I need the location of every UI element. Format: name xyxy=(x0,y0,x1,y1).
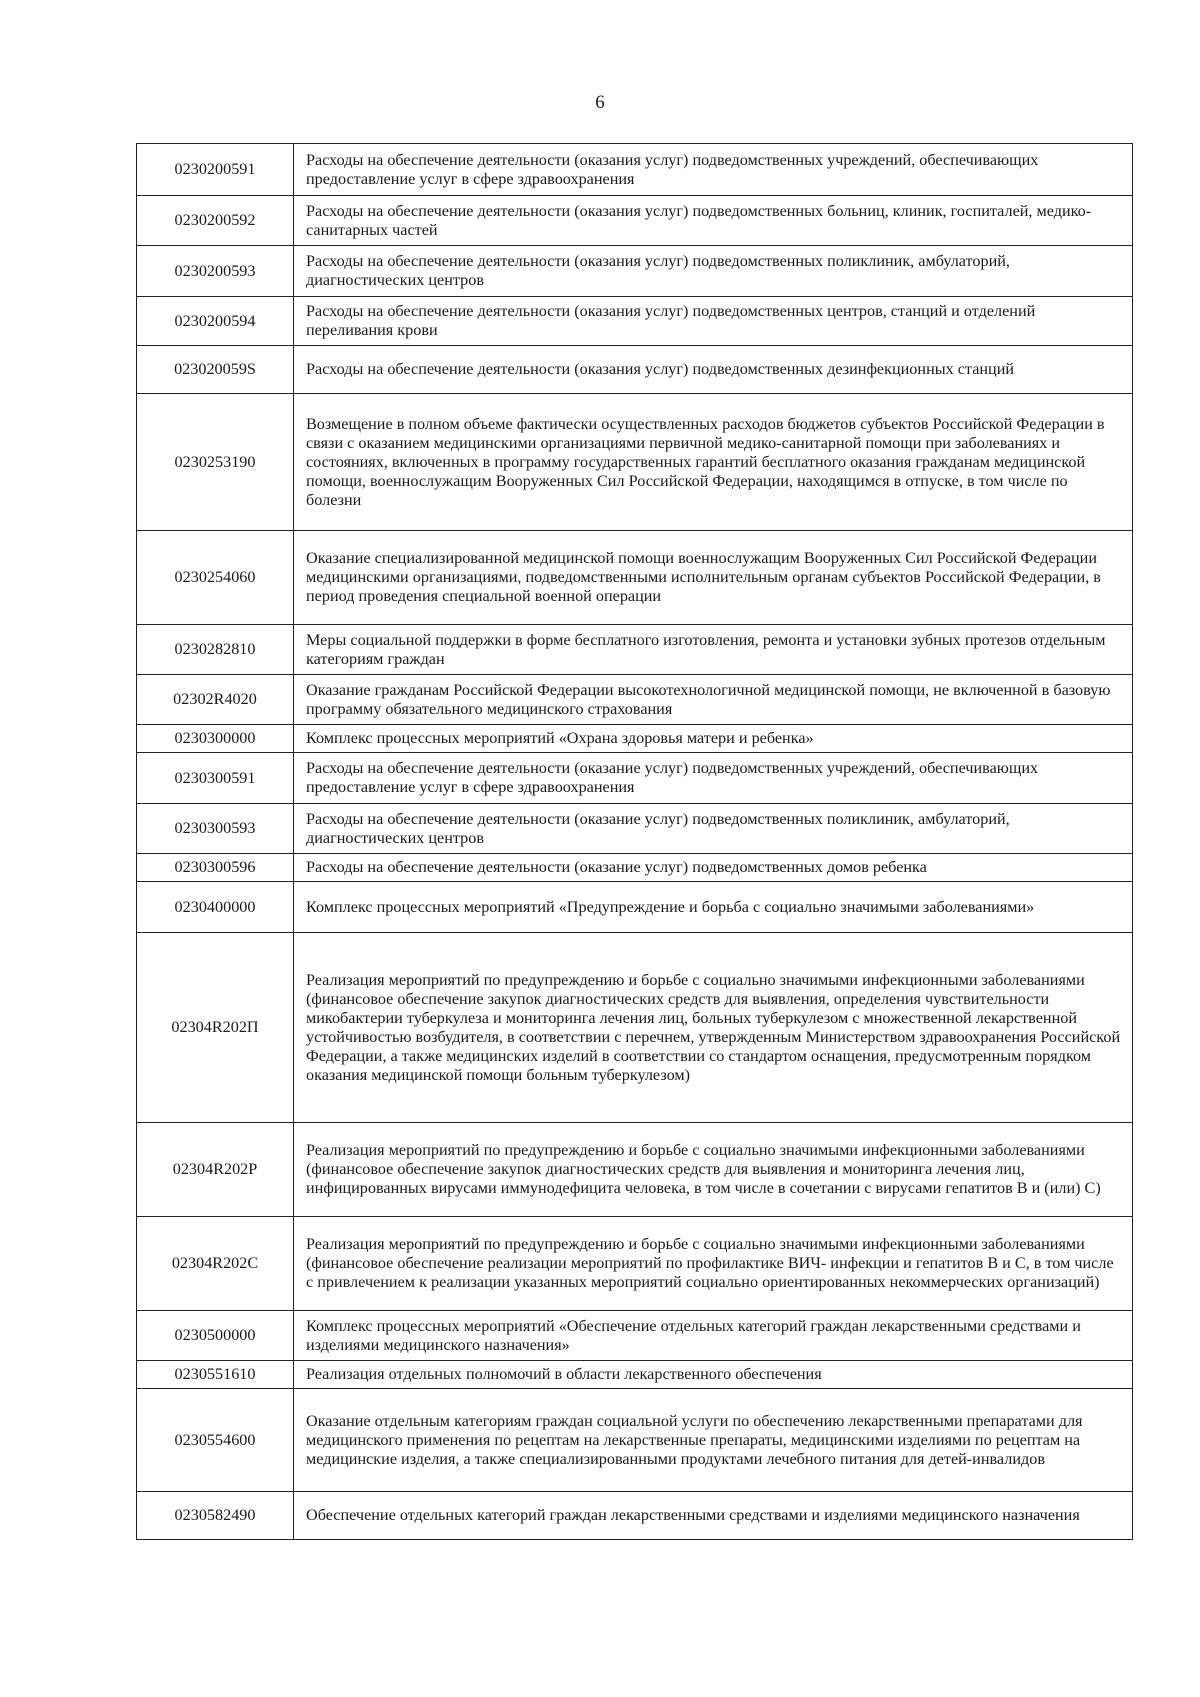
row-description: Комплекс процессных мероприятий «Охрана здоровья матери и ребенка» xyxy=(294,725,1133,753)
row-description: Оказание специализированной медицинской помощи военнослужащим Вооруженных Сил Российской Федерации медицинскими организациями, подведомственными исполнительным органам субъектов Российской Федерации, в период проведения специальной военной операции xyxy=(294,531,1133,625)
row-description: Расходы на обеспечение деятельности (оказания услуг) подведомственных дезинфекционных станций xyxy=(294,346,1133,394)
row-description: Комплекс процессных мероприятий «Обеспечение отдельных категорий граждан лекарственными средствами и изделиями медицинского назначения» xyxy=(294,1311,1133,1361)
table-row xyxy=(137,753,1133,804)
row-code: 0230300596 xyxy=(137,854,294,882)
row-code: 0230300591 xyxy=(137,753,294,804)
row-code: 02304R202Р xyxy=(137,1123,294,1217)
row-code: 02304R202С xyxy=(137,1217,294,1311)
row-code: 0230200592 xyxy=(137,196,294,246)
row-code: 0230300000 xyxy=(137,725,294,753)
table-row xyxy=(137,196,1133,246)
row-description: Расходы на обеспечение деятельности (оказания услуг) подведомственных центров, станций и отделений переливания крови xyxy=(294,297,1133,346)
budget-code-table xyxy=(136,143,1133,1540)
table-row xyxy=(137,1311,1133,1361)
row-code: 0230500000 xyxy=(137,1311,294,1361)
row-description: Оказание отдельным категориям граждан социальной услуги по обеспечению лекарственными препаратами для медицинского применения по рецептам на лекарственные препараты, медицинскими изделиями по рецептам на медицинские изделия, а также специализированными продуктами лечебного питания для детей-инвалидов xyxy=(294,1389,1133,1492)
table-row xyxy=(137,246,1133,297)
table-row xyxy=(137,882,1133,933)
row-description: Реализация мероприятий по предупреждению и борьбе с социально значимыми инфекционными заболеваниями (финансовое обеспечение закупок диагностических средств для выявления, определения чувствительности микобактерии туберкулеза и мониторинга лечения лиц, больных туберкулезом с множественной лекарственной устойчивостью возбудителя, в соответствии с перечнем, утвержденным Министерством здравоохранения Российской Федерации, а также медицинских изделий в соответствии со стандартом оснащения, предусмотренным порядком оказания медицинской помощи больным туберкулезом) xyxy=(294,933,1133,1123)
row-code: 0230200594 xyxy=(137,297,294,346)
table-row xyxy=(137,675,1133,725)
table-row xyxy=(137,297,1133,346)
table-row xyxy=(137,854,1133,882)
row-description: Реализация мероприятий по предупреждению и борьбе с социально значимыми инфекционными заболеваниями (финансовое обеспечение закупок диагностических средств для выявления и мониторинга лечения лиц, инфицированных вирусами иммунодефицита человека, в том числе в сочетании с вирусами гепатитов В и (или) С) xyxy=(294,1123,1133,1217)
row-description: Меры социальной поддержки в форме бесплатного изготовления, ремонта и установки зубных протезов отдельным категориям граждан xyxy=(294,625,1133,675)
table-row xyxy=(137,804,1133,854)
table-row xyxy=(137,144,1133,196)
row-description: Расходы на обеспечение деятельности (оказание услуг) подведомственных домов ребенка xyxy=(294,854,1133,882)
table-row xyxy=(137,531,1133,625)
row-code: 0230400000 xyxy=(137,882,294,933)
row-description: Расходы на обеспечение деятельности (оказание услуг) подведомственных поликлиник, амбулаторий, диагностических центров xyxy=(294,804,1133,854)
table-row xyxy=(137,625,1133,675)
row-code: 0230254060 xyxy=(137,531,294,625)
page-number: 6 xyxy=(595,92,605,113)
row-code: 0230282810 xyxy=(137,625,294,675)
row-code: 0230300593 xyxy=(137,804,294,854)
table-row xyxy=(137,1492,1133,1540)
row-description: Расходы на обеспечение деятельности (оказания услуг) подведомственных поликлиник, амбулаторий, диагностических центров xyxy=(294,246,1133,297)
row-description: Расходы на обеспечение деятельности (оказания услуг) подведомственных больниц, клиник, госпиталей, медико-санитарных частей xyxy=(294,196,1133,246)
table-row xyxy=(137,1389,1133,1492)
table-row xyxy=(137,1217,1133,1311)
table-row xyxy=(137,933,1133,1123)
row-description: Расходы на обеспечение деятельности (оказание услуг) подведомственных учреждений, обеспечивающих предоставление услуг в сфере здравоохранения xyxy=(294,753,1133,804)
row-code: 02302R4020 xyxy=(137,675,294,725)
row-code: 0230582490 xyxy=(137,1492,294,1540)
row-description: Реализация отдельных полномочий в области лекарственного обеспечения xyxy=(294,1361,1133,1389)
row-code: 0230200593 xyxy=(137,246,294,297)
row-description: Комплекс процессных мероприятий «Предупреждение и борьба с социально значимыми заболеваниями» xyxy=(294,882,1133,933)
row-code: 0230551610 xyxy=(137,1361,294,1389)
table-row xyxy=(137,346,1133,394)
row-description: Оказание гражданам Российской Федерации высокотехнологичной медицинской помощи, не включенной в базовую программу обязательного медицинского страхования xyxy=(294,675,1133,725)
table-row xyxy=(137,1361,1133,1389)
row-code: 0230200591 xyxy=(137,144,294,196)
table-row xyxy=(137,725,1133,753)
row-code: 0230253190 xyxy=(137,394,294,531)
row-code: 02304R202П xyxy=(137,933,294,1123)
row-description: Реализация мероприятий по предупреждению и борьбе с социально значимыми инфекционными заболеваниями (финансовое обеспечение реализации мероприятий по профилактике ВИЧ- инфекции и гепатитов В и С, в том числе с привлечением к реализации указанных мероприятий социально ориентированных некоммерческих организаций) xyxy=(294,1217,1133,1311)
row-code: 023020059S xyxy=(137,346,294,394)
table-row xyxy=(137,1123,1133,1217)
row-description: Расходы на обеспечение деятельности (оказания услуг) подведомственных учреждений, обеспечивающих предоставление услуг в сфере здравоохранения xyxy=(294,144,1133,196)
row-description: Обеспечение отдельных категорий граждан лекарственными средствами и изделиями медицинского назначения xyxy=(294,1492,1133,1540)
table-row xyxy=(137,394,1133,531)
row-description: Возмещение в полном объеме фактически осуществленных расходов бюджетов субъектов Российской Федерации в связи с оказанием медицинскими организациями первичной медико-санитарной помощи при заболеваниях и состояниях, включенных в программу государственных гарантий бесплатного оказания гражданам медицинской помощи, военнослужащим Вооруженных Сил Российской Федерации, находящимся в отпуске, в том числе по болезни xyxy=(294,394,1133,531)
row-code: 0230554600 xyxy=(137,1389,294,1492)
